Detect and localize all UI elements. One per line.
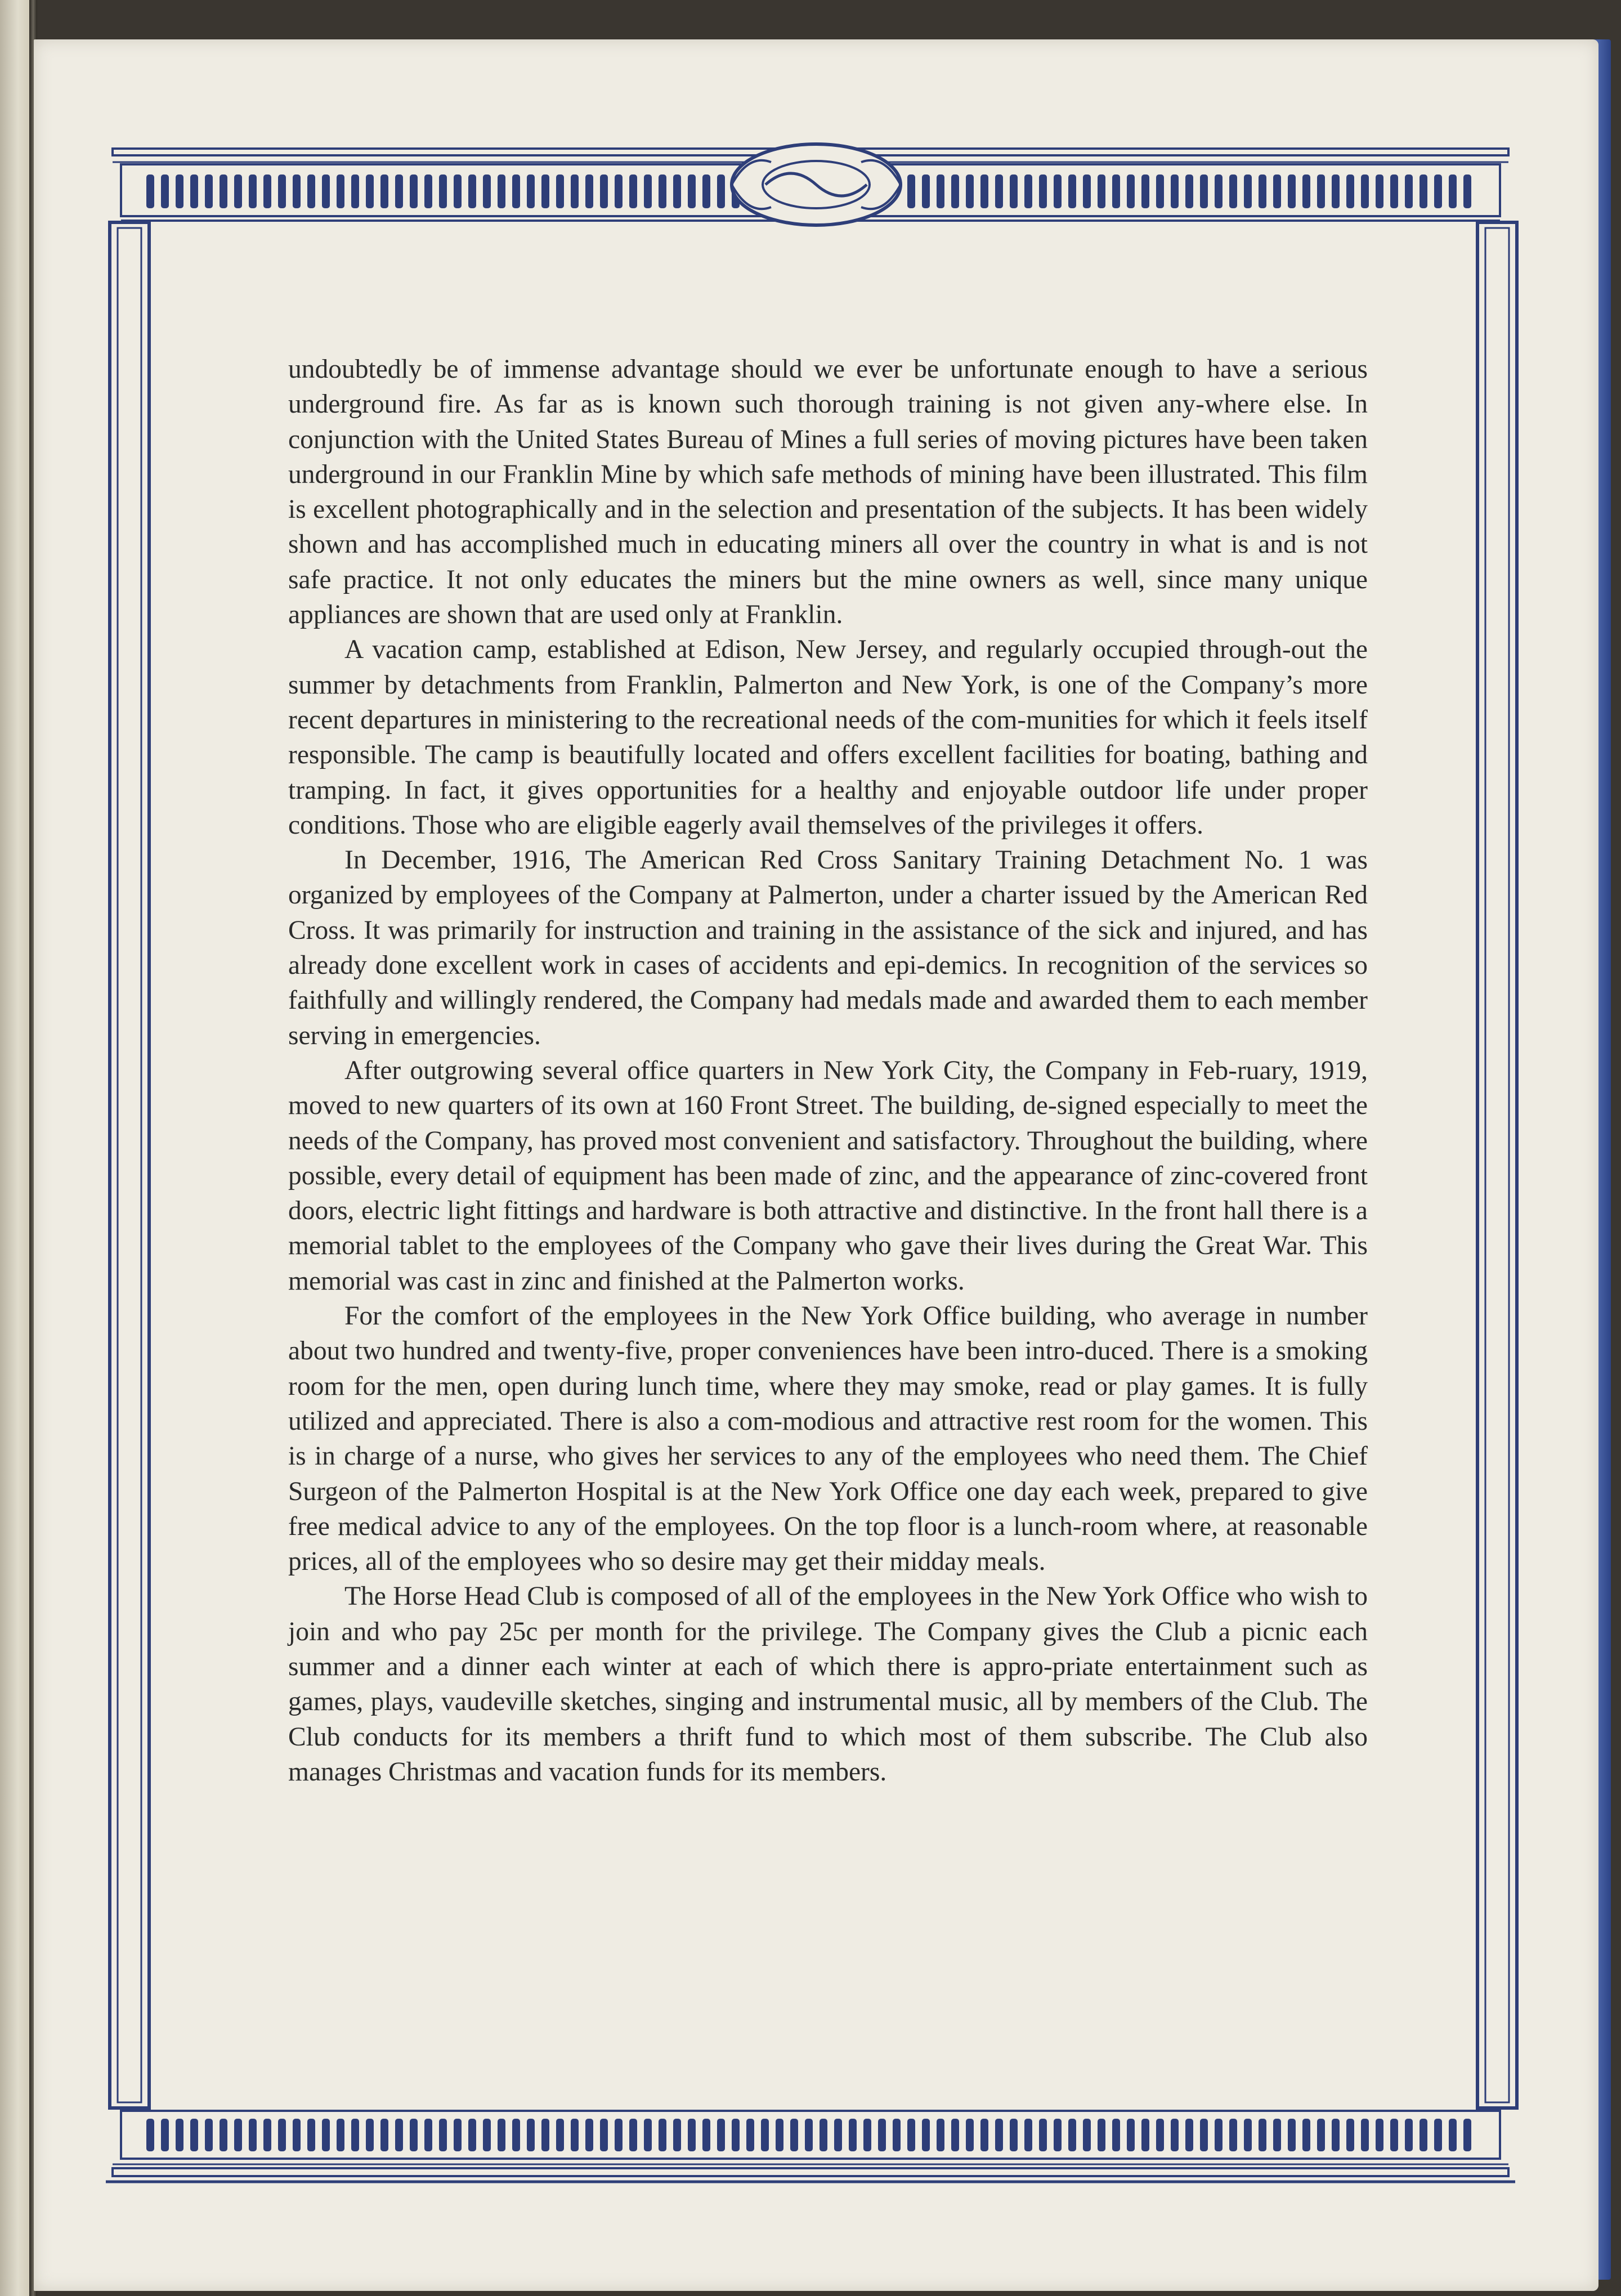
frieze-bar xyxy=(1054,174,1062,208)
frieze-bar xyxy=(702,174,710,208)
frieze-bar xyxy=(337,2119,344,2151)
paragraph: After outgrowing several office quarters in New York City, the Company in Feb-ruary, 1919, moved to new quarters of its own at 160 Front Street. The building, de-signed especially to meet the needs of the Company, has proved most convenient and satisfactory. Throughout the building, where possible, every detail of equipment has been made of zinc, and the appearance of zinc-covered front doors, electric light fittings and hardware is both attractive and distinctive. In the front hall there is a memorial tablet to the employees of the Company who gave their lives during the Great War. This memorial was cast in zinc and finished at the Palmerton works. xyxy=(288,1055,1368,1296)
frieze-bar xyxy=(541,174,549,208)
frieze-bar xyxy=(527,174,535,208)
frieze-bar xyxy=(1127,174,1135,208)
frieze-bar xyxy=(1215,174,1223,208)
frieze-bar xyxy=(351,174,359,208)
body-text xyxy=(288,352,1368,1789)
frieze-bar xyxy=(907,174,915,208)
frieze-bar xyxy=(541,2119,549,2151)
frieze-bar xyxy=(1215,2119,1223,2151)
frieze-bar xyxy=(922,174,930,208)
frieze-bar xyxy=(483,174,491,208)
frieze-bar xyxy=(1317,174,1325,208)
frieze-bar xyxy=(1156,2119,1164,2151)
right-column xyxy=(1477,222,1517,2108)
frieze-bar xyxy=(1449,2119,1457,2151)
frieze-bar xyxy=(1346,174,1354,208)
paragraph: In December, 1916, The American Red Cross Sanitary Training Detachment No. 1 was organized by employees of the Company at Palmerton, under a charter issued by the American Red Cross. It was primarily for instruction and training in the assistance of the sick and injured, and has already done excellent work in cases of accidents and epi-demics. In recognition of the services so faithfully and willingly rendered, the Company had medals made and awarded them to each member serving in emergencies. xyxy=(288,845,1368,1050)
frieze-bar xyxy=(644,2119,652,2151)
frieze-bar xyxy=(600,2119,608,2151)
frieze-bar xyxy=(1420,2119,1427,2151)
frieze-bar xyxy=(1449,174,1457,208)
frieze-bar xyxy=(1098,174,1105,208)
frieze-bar xyxy=(893,2119,901,2151)
frieze-bar xyxy=(717,2119,725,2151)
facing-page-edge xyxy=(0,0,33,2296)
frieze-bar xyxy=(1171,2119,1179,2151)
frieze-bar xyxy=(717,174,725,208)
frieze-bar xyxy=(732,2119,740,2151)
frieze-bar xyxy=(659,174,666,208)
frieze-bar xyxy=(424,2119,432,2151)
frieze-bar xyxy=(585,2119,593,2151)
frieze-bar xyxy=(673,2119,681,2151)
frieze-bar xyxy=(1390,2119,1398,2151)
frieze-bar xyxy=(249,174,257,208)
frieze-bar xyxy=(1010,2119,1018,2151)
frieze-bar xyxy=(1302,2119,1310,2151)
frieze-bar xyxy=(190,2119,198,2151)
frieze-bar xyxy=(571,2119,579,2151)
frieze-bar xyxy=(834,2119,842,2151)
frieze-bar xyxy=(790,2119,798,2151)
frieze-bar xyxy=(278,174,286,208)
frieze-bar xyxy=(351,2119,359,2151)
frieze-bar xyxy=(176,174,183,208)
frieze-bar xyxy=(1200,2119,1208,2151)
frieze-bar xyxy=(1171,174,1179,208)
frieze-bar xyxy=(1463,174,1471,208)
frieze-bar xyxy=(1273,2119,1281,2151)
frieze-bar xyxy=(161,174,169,208)
frieze-bar xyxy=(498,174,505,208)
frieze-bar xyxy=(951,174,959,208)
frieze-bar xyxy=(1244,174,1252,208)
frieze-bar xyxy=(439,2119,447,2151)
frieze-bar xyxy=(483,2119,491,2151)
frieze-bar xyxy=(1024,2119,1032,2151)
frieze-bar xyxy=(263,174,271,208)
frieze-bar xyxy=(937,2119,944,2151)
frieze-bar xyxy=(1083,174,1091,208)
left-column xyxy=(110,222,149,2108)
frieze-bar xyxy=(1229,174,1237,208)
frieze-bar xyxy=(805,2119,813,2151)
frieze-bar xyxy=(629,2119,637,2151)
frieze-bar xyxy=(761,2119,769,2151)
frieze-bar xyxy=(395,2119,403,2151)
bottom-cornice xyxy=(113,2168,1508,2176)
frieze-bar xyxy=(1420,174,1427,208)
frieze-bar xyxy=(190,174,198,208)
frieze-bar xyxy=(278,2119,286,2151)
frieze-bar xyxy=(1112,174,1120,208)
frieze-bar xyxy=(1098,2119,1105,2151)
frieze-bar xyxy=(1127,2119,1135,2151)
frieze-bar xyxy=(995,174,1003,208)
frieze-bar xyxy=(966,2119,974,2151)
frieze-bar xyxy=(512,2119,520,2151)
frieze-bar xyxy=(776,2119,783,2151)
frieze-bar xyxy=(234,174,242,208)
frieze-bar xyxy=(220,2119,227,2151)
frieze-bar xyxy=(1405,2119,1413,2151)
frieze-bar xyxy=(454,2119,462,2151)
frieze-bar xyxy=(498,2119,505,2151)
frieze-bar xyxy=(980,174,988,208)
frieze-bar xyxy=(615,174,623,208)
frieze-bar xyxy=(395,174,403,208)
frieze-bar xyxy=(146,2119,154,2151)
frieze-bar xyxy=(1039,2119,1047,2151)
frieze-bar xyxy=(337,174,344,208)
frieze-bar xyxy=(615,2119,623,2151)
frieze-bar xyxy=(1346,2119,1354,2151)
frieze-bar xyxy=(937,174,944,208)
frieze-bar xyxy=(600,174,608,208)
frieze-bar xyxy=(161,2119,169,2151)
frieze-bar xyxy=(1288,174,1296,208)
frieze-bar xyxy=(702,2119,710,2151)
frieze-bar xyxy=(1361,174,1369,208)
frieze-bar xyxy=(1141,174,1149,208)
paragraph: The Horse Head Club is composed of all of the employees in the New York Office who wish to join and who pay 25c per month for the privilege. The Company gives the Club a picnic each summer and a dinner each winter at each of which there is appro-priate entertainment such as games, plays, vaudeville sketches, singing and instrumental music, all by members of the Club. The Club conducts for its members a thrift fund to which most of them subscribe. The Club also manages Christmas and vacation funds for its members. xyxy=(288,1582,1368,1787)
frieze-bar xyxy=(1244,2119,1252,2151)
frieze-bar xyxy=(322,174,330,208)
frieze-bar xyxy=(1156,174,1164,208)
frieze-bar xyxy=(746,2119,754,2151)
frieze-bar xyxy=(454,174,462,208)
frieze-bar xyxy=(1332,2119,1340,2151)
frieze-bar xyxy=(1024,174,1032,208)
frieze-bar xyxy=(878,2119,886,2151)
frieze-bar xyxy=(322,2119,330,2151)
frieze-bar xyxy=(512,174,520,208)
frieze-bar xyxy=(1361,2119,1369,2151)
frieze-bar xyxy=(410,174,418,208)
frieze-bar xyxy=(410,2119,418,2151)
frieze-bar xyxy=(1068,174,1076,208)
frieze-bar xyxy=(146,174,154,208)
frieze-bar xyxy=(585,174,593,208)
frieze-bar xyxy=(205,2119,213,2151)
frieze-bar xyxy=(307,2119,315,2151)
frieze-bar xyxy=(644,174,652,208)
frieze-bar xyxy=(366,2119,374,2151)
frieze-bar xyxy=(249,2119,257,2151)
frieze-bar xyxy=(1288,2119,1296,2151)
frieze-bar xyxy=(907,2119,915,2151)
frieze-bar xyxy=(1434,2119,1442,2151)
frieze-bar xyxy=(951,2119,959,2151)
right-column-inner xyxy=(1485,228,1509,2102)
frieze-bar xyxy=(1200,174,1208,208)
frieze-bar xyxy=(1317,2119,1325,2151)
frieze-bar xyxy=(205,174,213,208)
frieze-bar xyxy=(1463,2119,1471,2151)
frieze-bar xyxy=(263,2119,271,2151)
frieze-bar xyxy=(176,2119,183,2151)
frieze-bar xyxy=(380,2119,388,2151)
paragraph: A vacation camp, established at Edison, New Jersey, and regularly occupied through-out the summer by detachments from Franklin, Palmerton and New York, is one of the Company’s more recent departures in ministering to the recreational needs of the com-munities for which it feels itself responsible. The camp is beautifully located and offers excellent facilities for boating, bathing and tramping. In fact, it gives opportunities for a healthy and enjoyable outdoor life under proper conditions. Those who are eligible eagerly avail themselves of the privileges it offers. xyxy=(288,635,1368,840)
frieze-bar xyxy=(966,174,974,208)
paragraph: For the comfort of the employees in the New York Office building, who average in number about two hundred and twenty-five, proper conveniences have been intro-duced. There is a smoking room for the men, open during lunch time, where they may smoke, read or play games. It is fully utilized and appreciated. There is also a com-modious and attractive rest room for the women. This is in charge of a nurse, who gives her services to any of the employees who need them. The Chief Surgeon of the Palmerton Hospital is at the New York Office one day each week, prepared to give free medical advice to any of the employees. On the top floor is a lunch-room where, at reasonable prices, all of the employees who so desire may get their midday meals. xyxy=(288,1301,1368,1577)
left-column-inner xyxy=(118,228,141,2102)
frieze-bar xyxy=(556,2119,564,2151)
paragraph: undoubtedly be of immense advantage should we ever be unfortunate enough to have a serious underground fire. As far as is known such thorough training is not given any-where else. In conjunction with the United States Bureau of Mines a full series of moving pictures have been taken underground in our Franklin Mine by which safe methods of mining have been illustrated. This film is excellent photographically and in the selection and presentation of the subjects. It has been widely shown and has accomplished much in educating miners all over the country in what is and is not safe practice. It not only educates the miners but the mine owners as well, since many unique appliances are shown that are used only at Franklin. xyxy=(288,355,1368,630)
frieze-bar xyxy=(468,2119,476,2151)
frieze-bar xyxy=(1259,174,1266,208)
frieze-bar xyxy=(820,2119,827,2151)
frieze-bar xyxy=(1434,174,1442,208)
frieze-bar xyxy=(1229,2119,1237,2151)
frieze-bar xyxy=(1010,174,1018,208)
frieze-bar xyxy=(1083,2119,1091,2151)
frieze-bar xyxy=(556,174,564,208)
frieze-bar xyxy=(293,2119,301,2151)
frieze-bar xyxy=(527,2119,535,2151)
frieze-bar xyxy=(1068,2119,1076,2151)
frieze-bar xyxy=(688,174,696,208)
frieze-bar xyxy=(1185,2119,1193,2151)
frieze-bar xyxy=(1376,174,1383,208)
frieze-bar xyxy=(1376,2119,1383,2151)
frieze-bar xyxy=(1185,174,1193,208)
frieze-bar xyxy=(1141,2119,1149,2151)
frieze-bar xyxy=(659,2119,666,2151)
frieze-bar xyxy=(849,2119,857,2151)
frieze-bar xyxy=(1039,174,1047,208)
frieze-bar xyxy=(980,2119,988,2151)
frieze-bar xyxy=(1259,2119,1266,2151)
frieze-bar xyxy=(1054,2119,1062,2151)
frieze-bar xyxy=(629,174,637,208)
frieze-bar xyxy=(571,174,579,208)
frieze-bar xyxy=(1302,174,1310,208)
frieze-bar xyxy=(1390,174,1398,208)
frieze-bar xyxy=(293,174,301,208)
frieze-bar xyxy=(863,2119,871,2151)
frieze-bar xyxy=(1273,174,1281,208)
frieze-bar xyxy=(424,174,432,208)
frieze-bar xyxy=(995,2119,1003,2151)
frieze-bar xyxy=(688,2119,696,2151)
frieze-bar xyxy=(380,174,388,208)
book-page xyxy=(34,39,1598,2291)
frieze-bar xyxy=(1332,174,1340,208)
frieze-bar xyxy=(673,174,681,208)
frieze-bar xyxy=(220,174,227,208)
frieze-bar xyxy=(1405,174,1413,208)
frieze-bar xyxy=(234,2119,242,2151)
frieze-bar xyxy=(468,174,476,208)
frieze-bar xyxy=(922,2119,930,2151)
frieze-bar xyxy=(1112,2119,1120,2151)
frieze-bar xyxy=(366,174,374,208)
frieze-bar xyxy=(439,174,447,208)
frieze-bar xyxy=(307,174,315,208)
